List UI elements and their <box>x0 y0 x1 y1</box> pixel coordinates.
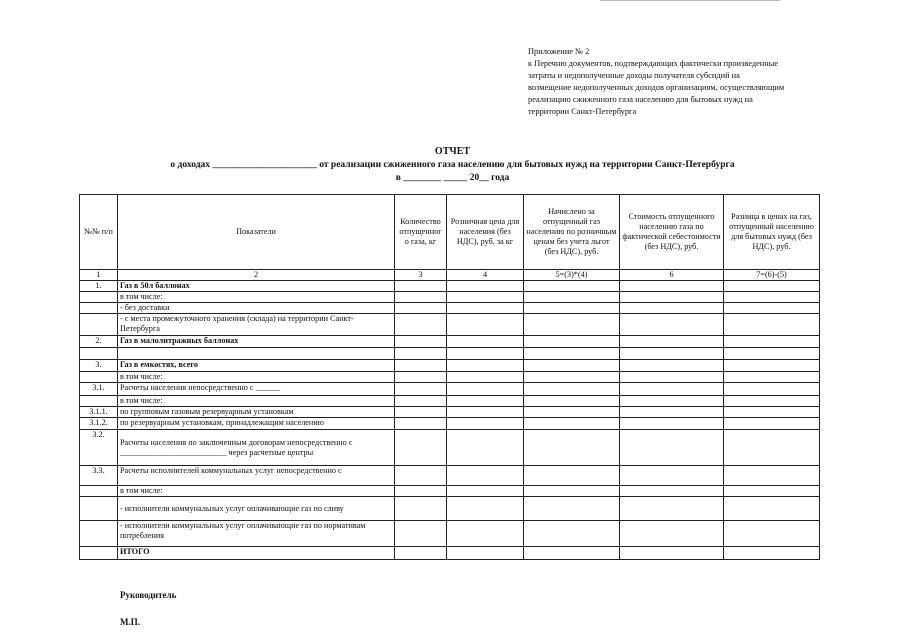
column-number: 5=(3)*(4) <box>524 270 620 281</box>
row-indicator <box>118 348 395 360</box>
table-row <box>80 486 820 497</box>
table-row <box>80 360 820 372</box>
value-cell <box>524 547 620 560</box>
row-number: 3.1.1. <box>80 407 118 418</box>
value-cell <box>620 547 724 560</box>
row-indicator: - исполнители коммунальных услуг оплачивающие газ по сливу <box>118 497 395 521</box>
row-indicator: по резервуарным установкам, принадлежащим населению <box>118 418 395 430</box>
value-cell <box>395 360 447 372</box>
header-cell: Количество отпущенног о газа, кг <box>395 195 447 270</box>
value-cell <box>447 281 524 292</box>
value-cell <box>524 383 620 396</box>
value-cell <box>524 430 620 466</box>
table-row <box>80 314 820 336</box>
table-row <box>80 430 820 466</box>
table-row <box>80 521 820 547</box>
annex-line: затраты и недополученные доходы получателя субсидий на <box>528 71 740 80</box>
row-number: 2. <box>80 336 118 348</box>
row-number: 3.1.2. <box>80 418 118 430</box>
row-number <box>80 521 118 547</box>
value-cell <box>395 547 447 560</box>
header-cell: Розничная цена для населения (без НДС), руб. за кг <box>447 195 524 270</box>
value-cell <box>524 360 620 372</box>
row-indicator: Газ в малолитражных баллонах <box>118 336 395 348</box>
table-row <box>80 281 820 292</box>
row-indicator: в том числе: <box>118 292 395 303</box>
value-cell <box>724 547 820 560</box>
value-cell <box>395 336 447 348</box>
value-cell <box>395 497 447 521</box>
value-cell <box>620 407 724 418</box>
value-cell <box>395 383 447 396</box>
header-cell: Показатели <box>118 195 395 270</box>
header-cell: Разница в ценах на газ, отпущенный населению для бытовых нужд (без НДС), руб. <box>724 195 820 270</box>
value-cell <box>724 383 820 396</box>
value-cell <box>524 486 620 497</box>
value-cell <box>620 372 724 383</box>
row-number <box>80 486 118 497</box>
value-cell <box>724 314 820 336</box>
value-cell <box>724 372 820 383</box>
value-cell <box>724 521 820 547</box>
row-number: 3.1. <box>80 383 118 396</box>
column-number: 2 <box>118 270 395 281</box>
value-cell <box>447 383 524 396</box>
value-cell <box>620 360 724 372</box>
value-cell <box>395 292 447 303</box>
header-cell: Начислено за отпущенный газ населению по розничным ценам без учета льгот (без НДС), руб. <box>524 195 620 270</box>
value-cell <box>524 281 620 292</box>
value-cell <box>724 486 820 497</box>
annex-line: Приложение № 2 <box>528 47 590 56</box>
annex-line: реализацию сжиженного газа населению для бытовых нужд на <box>528 95 753 104</box>
value-cell <box>620 303 724 314</box>
value-cell <box>447 497 524 521</box>
value-cell <box>395 407 447 418</box>
table-row <box>80 466 820 486</box>
value-cell <box>395 314 447 336</box>
value-cell <box>620 336 724 348</box>
column-number: 4 <box>447 270 524 281</box>
row-number <box>80 372 118 383</box>
annex-line: к Перечню документов, подтверждающих фактически произведенные <box>528 59 779 68</box>
value-cell <box>724 430 820 466</box>
value-cell <box>524 396 620 407</box>
row-number: 3.2. <box>80 430 118 466</box>
table-row <box>80 303 820 314</box>
row-indicator: в том числе: <box>118 486 395 497</box>
stamp-label: М.П. <box>120 617 140 627</box>
value-cell <box>447 486 524 497</box>
value-cell <box>620 521 724 547</box>
value-cell <box>524 292 620 303</box>
value-cell <box>524 348 620 360</box>
row-number: 1. <box>80 281 118 292</box>
value-cell <box>524 303 620 314</box>
value-cell <box>524 372 620 383</box>
column-number: 1 <box>80 270 118 281</box>
value-cell <box>524 521 620 547</box>
row-indicator: Газ в емкостях, всего <box>118 360 395 372</box>
row-number <box>80 396 118 407</box>
row-indicator: Расчеты населения непосредственно с ______ <box>118 383 395 396</box>
value-cell <box>447 348 524 360</box>
value-cell <box>395 466 447 486</box>
value-cell <box>395 486 447 497</box>
column-number: 7=(6)-(5) <box>724 270 820 281</box>
report-period: в ________ _____ 20__ года <box>395 173 510 183</box>
value-cell <box>524 336 620 348</box>
row-indicator: Расчеты исполнителей коммунальных услуг непосредственно с <box>118 466 395 486</box>
column-number-row <box>80 270 820 281</box>
row-number: 3.3. <box>80 466 118 486</box>
report-table <box>79 194 820 560</box>
value-cell <box>724 396 820 407</box>
value-cell <box>395 430 447 466</box>
value-cell <box>447 407 524 418</box>
row-indicator: в том числе: <box>118 372 395 383</box>
annex-line: возмещение недополученных доходов организациям, осуществляющим <box>528 83 785 92</box>
row-indicator: по групповым газовым резервуарным установкам <box>118 407 395 418</box>
value-cell <box>447 292 524 303</box>
row-number <box>80 314 118 336</box>
table-row <box>80 396 820 407</box>
header-cell: №№ п/п <box>80 195 118 270</box>
value-cell <box>620 383 724 396</box>
value-cell <box>620 281 724 292</box>
value-cell <box>620 418 724 430</box>
value-cell <box>395 418 447 430</box>
row-number <box>80 348 118 360</box>
table-row <box>80 383 820 396</box>
value-cell <box>724 336 820 348</box>
report-subtitle: о доходах ______________________ от реализации сжиженного газа населению для бытовых нужд на территории Санкт-Петербурга <box>170 160 735 170</box>
value-cell <box>447 547 524 560</box>
value-cell <box>620 314 724 336</box>
header-cell: Стоимость отпущенного населению газа по фактической себестоимости (без НДС), руб. <box>620 195 724 270</box>
value-cell <box>724 497 820 521</box>
value-cell <box>524 466 620 486</box>
column-number: 3 <box>395 270 447 281</box>
table-row <box>80 348 820 360</box>
row-indicator: Расчеты населения по заключенным договорам непосредственно с __________________________ через расчетные центры <box>118 430 395 466</box>
row-indicator: в том числе: <box>118 396 395 407</box>
page-edge-mark <box>600 0 780 3</box>
value-cell <box>395 348 447 360</box>
annex-line: территории Санкт-Петербурга <box>528 107 637 116</box>
value-cell <box>447 372 524 383</box>
table-row <box>80 336 820 348</box>
value-cell <box>447 314 524 336</box>
table-row <box>80 418 820 430</box>
value-cell <box>524 314 620 336</box>
value-cell <box>447 336 524 348</box>
value-cell <box>620 396 724 407</box>
row-number: 3. <box>80 360 118 372</box>
value-cell <box>724 418 820 430</box>
value-cell <box>395 372 447 383</box>
value-cell <box>395 521 447 547</box>
value-cell <box>620 292 724 303</box>
value-cell <box>447 360 524 372</box>
value-cell <box>724 292 820 303</box>
row-indicator: ИТОГО <box>118 547 395 560</box>
value-cell <box>724 466 820 486</box>
value-cell <box>524 497 620 521</box>
value-cell <box>724 348 820 360</box>
table-row <box>80 292 820 303</box>
table-row <box>80 547 820 560</box>
value-cell <box>447 303 524 314</box>
row-indicator: - без доставки <box>118 303 395 314</box>
row-indicator: Газ в 50л баллонах <box>118 281 395 292</box>
annex-note <box>528 46 828 118</box>
value-cell <box>724 281 820 292</box>
value-cell <box>524 407 620 418</box>
value-cell <box>620 466 724 486</box>
row-number <box>80 547 118 560</box>
value-cell <box>724 407 820 418</box>
row-indicator: - исполнители коммунальных услуг оплачивающие газ по нормативам потребления <box>118 521 395 547</box>
table-row <box>80 407 820 418</box>
row-indicator: - с места промежуточного хранения (склада) на территории Санкт-Петербурга <box>118 314 395 336</box>
value-cell <box>524 418 620 430</box>
table-header-row <box>80 195 820 270</box>
value-cell <box>447 466 524 486</box>
value-cell <box>395 281 447 292</box>
value-cell <box>620 348 724 360</box>
value-cell <box>620 497 724 521</box>
row-number <box>80 292 118 303</box>
value-cell <box>447 430 524 466</box>
signature-head-label: Руководитель <box>120 590 177 600</box>
column-number: 6 <box>620 270 724 281</box>
value-cell <box>395 303 447 314</box>
value-cell <box>447 418 524 430</box>
table-row <box>80 497 820 521</box>
table-row <box>80 372 820 383</box>
value-cell <box>447 521 524 547</box>
value-cell <box>620 486 724 497</box>
value-cell <box>620 430 724 466</box>
value-cell <box>395 396 447 407</box>
row-number <box>80 497 118 521</box>
value-cell <box>724 303 820 314</box>
value-cell <box>447 396 524 407</box>
report-title: ОТЧЕТ <box>434 146 471 157</box>
value-cell <box>724 360 820 372</box>
row-number <box>80 303 118 314</box>
